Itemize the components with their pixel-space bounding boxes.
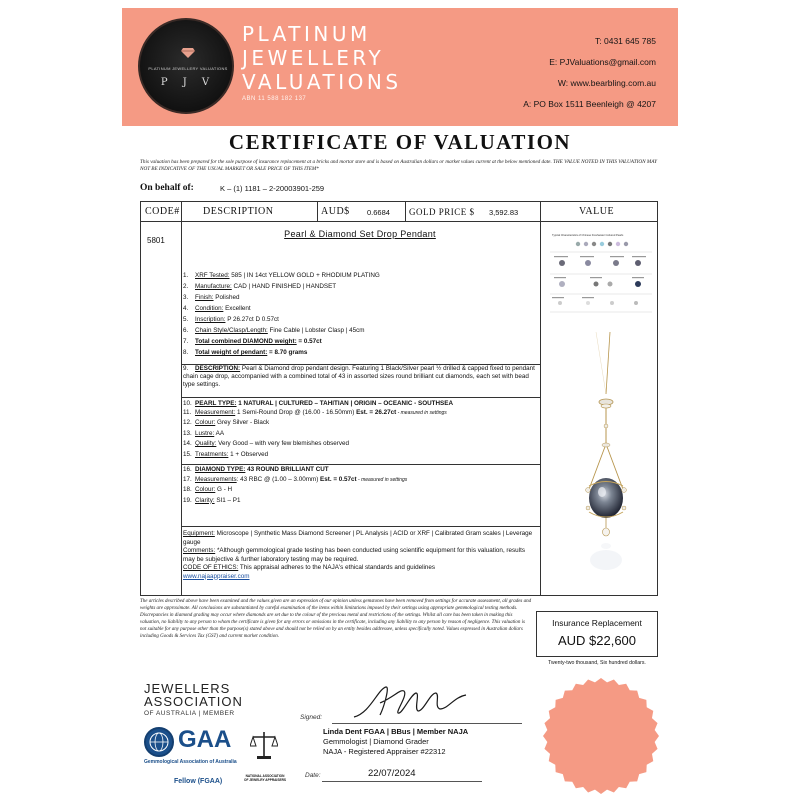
certificate-title: CERTIFICATE OF VALUATION — [228, 130, 572, 154]
abn-number: ABN 11 588 182 137 — [242, 96, 307, 102]
insurance-label: Insurance Replacement — [552, 618, 642, 628]
spec-item-10: 10. PEARL TYPE: 1 NATURAL | CULTURED – TAHITIAN | ORIGIN – OCEANIC - SOUTHSEA — [183, 400, 453, 407]
equipment-note: Equipment: Microscope | Synthetic Mass Diamond Screener | PL Analysis | ACID or XRF | Calibrated Gram scales | Leverage gauge — [183, 530, 533, 546]
date-label: Date: — [305, 772, 321, 779]
logo-ring-text: PLATINUM JEWELLERY VALUATIONS — [148, 66, 228, 71]
certificate-page — [122, 8, 678, 792]
diamond-icon — [181, 48, 195, 58]
item-code: 5801 — [147, 236, 165, 245]
company-seal — [539, 674, 663, 798]
spec-item: 4. Condition: Excellent — [183, 305, 251, 312]
ja-member: OF AUSTRALIA | MEMBER — [144, 710, 235, 717]
spec-item: 5. Inscription: P 26.27ct D 0.57ct — [183, 316, 279, 323]
letterhead — [122, 8, 678, 126]
seal-center — [553, 688, 649, 784]
gaa-full-name: Gemmological Association of Australia — [144, 759, 237, 765]
ja-line-1: JEWELLERS — [144, 681, 231, 696]
brand-line-3: VALUATIONS — [242, 70, 402, 94]
contact-address: A: PO Box 1511 Beenleigh @ 4207 — [523, 99, 656, 109]
aud-rate: 0.6684 — [367, 208, 390, 217]
spec-item-16: 16. DIAMOND TYPE: 43 ROUND BRILLIANT CUT — [183, 466, 329, 473]
spec-item: 15. Treatments: 1 + Observed — [183, 450, 269, 458]
naja-name: NATIONAL ASSOCIATION OF JEWELRY APPRAISERS — [243, 774, 287, 782]
logo-monogram: P J V — [160, 77, 216, 88]
date-value: 22/07/2024 — [368, 768, 416, 779]
signer-name: Linda Dent FGAA | BBus | Member NAJA — [323, 727, 469, 736]
contact-phone: T: 0431 645 785 — [595, 36, 656, 46]
spec-item: 14. Quality: Very Good – with very few blemishes observed — [183, 440, 350, 447]
pendant-bail — [599, 399, 613, 408]
signer-role: Gemmologist | Diamond Grader — [323, 737, 429, 746]
signer-registration: NAJA - Registered Appraiser #22312 — [323, 747, 446, 756]
gaa-globe-icon — [144, 727, 174, 757]
brand-line-2: JEWELLERY — [242, 46, 385, 70]
gaa-logo-text: GAA — [178, 726, 232, 753]
pjv-logo — [138, 18, 234, 114]
gaa-fellow: Fellow (FGAA) — [174, 778, 223, 785]
spec-item-9: 9. DESCRIPTION: Pearl & Diamond drop pendant design. Featuring 1 Black/Silver pearl ½ drilled & capped fixed to pendant chain cage drop, accompanied with a combined total of 43 in assorted sizes round brilliant cut diamonds, each set with bead type settings. — [183, 365, 535, 388]
spec-item: 3. Finish: Polished — [183, 294, 240, 301]
gold-price: 3,592.83 — [489, 208, 519, 217]
pearl-reference-chart — [548, 230, 654, 330]
insurance-value: AUD $22,600 — [557, 633, 637, 648]
brand-line-1: PLATINUM — [242, 22, 371, 46]
spec-item: 13. Lustre: AA — [183, 429, 225, 437]
legal-statement: The articles described above have been examined and the values given are an expression of our opinion unless gemstones have been removed from settings for accurate assessment, all grades and weights are approximate. All conclusions are substantiated by careful examination of the items within limitations imposed by their settings using appropriate gemmological testing methods. Discrepancies in diamond grading may occur where diamonds are set due to the colour of the precious metal and restrictions of the settings. Whilst all care has been taken in making this valuation, no liability to any person to whom the certificate is given for any errors or omissions in the certificate, including any liability to any person by reason of negligence. This valuation is not suitable for any purpose other than the purpose(s) stated above and should not be relied on by an entity besides addressee, unless specifically noted. Values expressed in Australian dollars including Goods & Services Tax (GST) and current market condition. — [140, 599, 532, 639]
signature-mark — [350, 683, 470, 721]
naja-link[interactable]: www.najaappraiser.com — [183, 572, 250, 580]
scales-icon — [250, 730, 278, 760]
spec-item-11: 11. Measurement: 1 Semi-Round Drop @ (16.00 - 16.50mm) Est. = 26.27ct - measured in settings — [183, 409, 447, 416]
ethics-note: CODE OF ETHICS: This appraisal adheres to the NAJA's ethical standards and guidelines www.najaappraiser.com — [183, 564, 436, 580]
spec-item: 12. Colour: Grey Silver - Black — [183, 419, 270, 426]
behalf-value: K – (1) 1181 – 2-20003901-259 — [220, 184, 325, 193]
header-value: VALUE — [579, 206, 615, 217]
spec-item: 2. Manufacture: CAD | HAND FINISHED | HANDSET — [183, 283, 337, 290]
pearl-chart-caption: Typical Characteristics of Chinese Freshwater Cultured Pearls — [552, 234, 624, 237]
spec-item: 18. Colour: G - H — [183, 486, 233, 493]
insurance-words: Twenty-two thousand, Six hundred dollars. — [548, 660, 646, 666]
header-code: CODE# — [145, 206, 180, 217]
pendant-photo — [548, 332, 654, 582]
ja-line-2: ASSOCIATION — [144, 694, 243, 709]
spec-item: 1. XRF Tested: 585 | IN 14ct YELLOW GOLD + RHODIUM PLATING — [183, 272, 380, 279]
item-title: Pearl & Diamond Set Drop Pendant — [284, 229, 436, 239]
header-gold-price: GOLD PRICE $ — [409, 207, 475, 217]
insurance-box — [536, 611, 658, 657]
spec-item: 6. Chain Style/Clasp/Length: Fine Cable | Lobster Clasp | 45cm — [183, 327, 365, 334]
header-description: DESCRIPTION — [203, 206, 274, 217]
behalf-label: On behalf of: — [140, 183, 194, 193]
spec-item: 7. Total combined DIAMOND weight: = 0.57ct — [183, 338, 322, 345]
spec-item: 8. Total weight of pendant: = 8.70 grams — [183, 349, 308, 356]
spec-item: 19. Clarity: SI1 – P1 — [183, 496, 241, 504]
valuation-disclaimer: This valuation has been prepared for the sole purpose of insurance replacement at a bricks and mortar store and is based on Australian dollars or market values current at the below mentioned date. THE VALUE NOTED IN THIS VALUATION MAY NOT BE INDICATIVE OF THE USUAL MARKET OR SALE PRICE OF THIS ITEM* — [140, 159, 657, 172]
contact-web: W: www.bearbling.com.au — [557, 78, 656, 88]
valuation-table — [140, 201, 658, 596]
signed-label: Signed: — [300, 714, 323, 721]
header-aud: AUD$ — [321, 206, 350, 217]
contact-email: E: PJValuations@gmail.com — [549, 57, 656, 67]
comments-note: Comments: *Although gemmological grade testing has been conducted using scientific equipment for this valuation, results may be subjective & further laboratory testing may be required. — [183, 547, 525, 563]
spec-item-17: 17. Measurements: 43 RBC @ (1.00 – 3.00mm) Est. = 0.57ct - measured in settings — [183, 476, 408, 483]
